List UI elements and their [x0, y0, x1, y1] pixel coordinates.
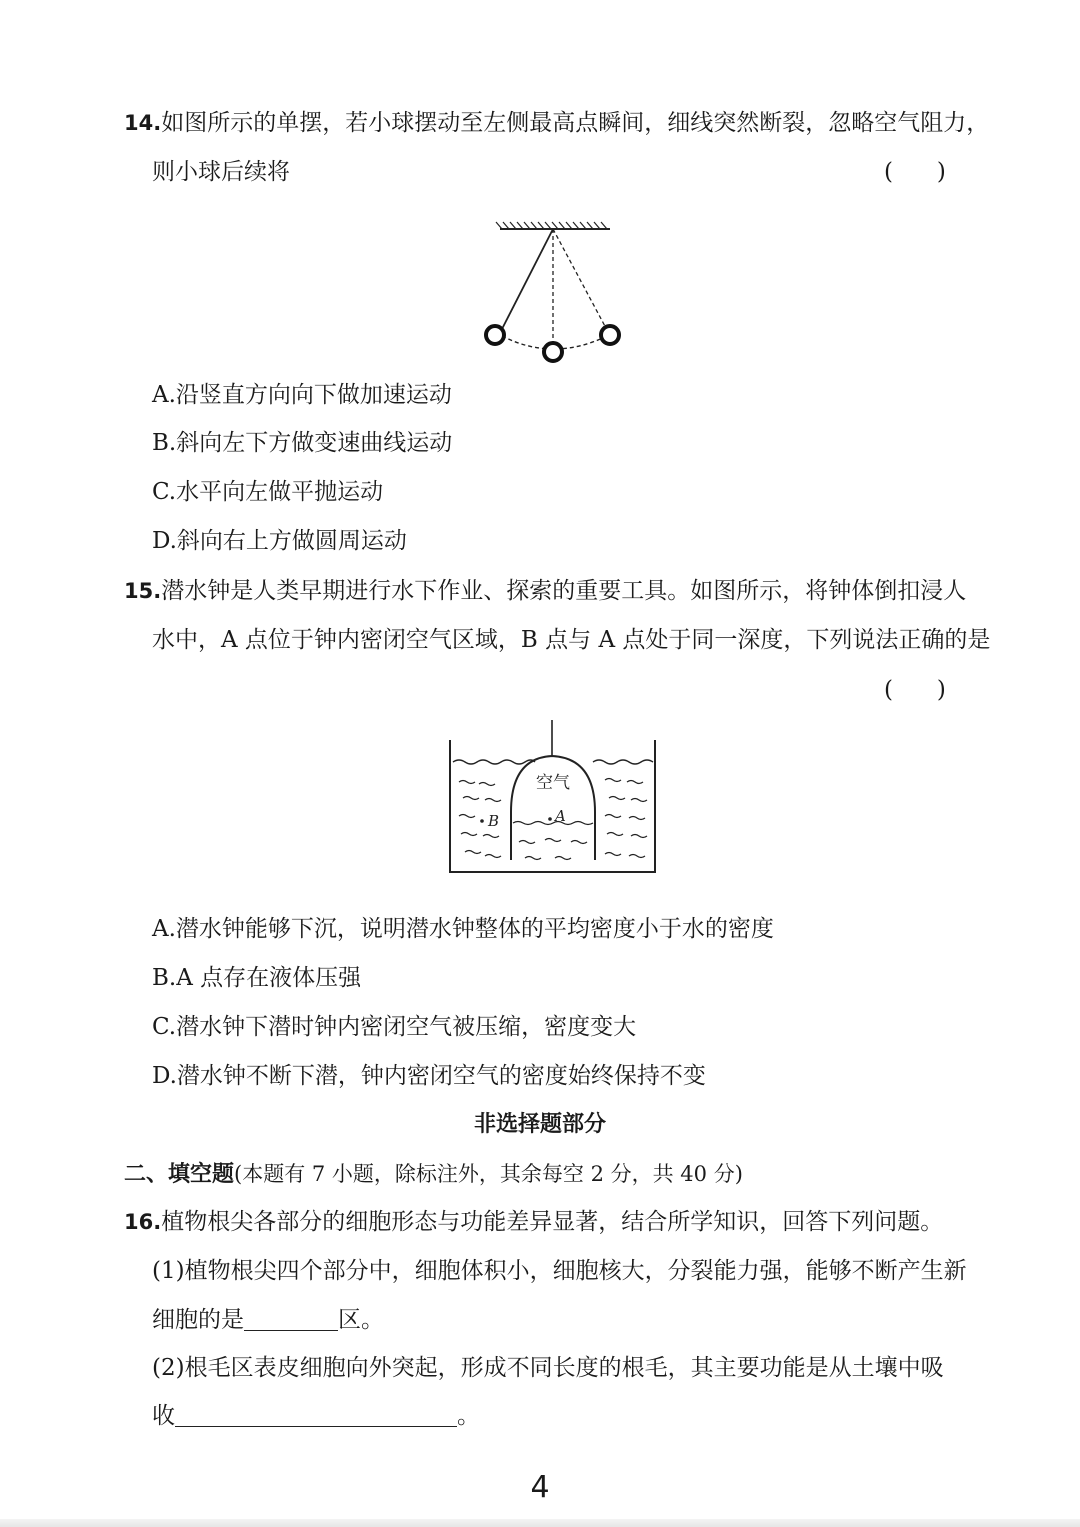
air-label: 空气	[536, 773, 570, 793]
q16-stem: 16.植物根尖各部分的细胞形态与功能差异显著，结合所学知识，回答下列问题。	[124, 1209, 944, 1235]
q14-number: 14.	[124, 111, 162, 135]
part-heading	[124, 1159, 743, 1190]
q14-option-a: A.沿竖直方向向下做加速运动	[152, 382, 452, 408]
q16-sub1-line2: 细胞的是 区。	[152, 1307, 384, 1333]
q16-sub1-answer-blank[interactable]	[244, 1308, 338, 1331]
q15-answer-paren: ( )	[884, 677, 946, 703]
q16-sub1-line1: (1)植物根尖四个部分中，细胞体积小，细胞核大，分裂能力强，能够不断产生新	[152, 1258, 967, 1284]
q15-stem-line1: 15.潜水钟是人类早期进行水下作业、探索的重要工具。如图所示，将钟体倒扣浸人	[124, 578, 967, 604]
q15-option-a: A.潜水钟能够下沉，说明潜水钟整体的平均密度小于水的密度	[152, 916, 774, 942]
q16-number: 16.	[124, 1210, 162, 1234]
q15-option-c: C.潜水钟下潜时钟内密闭空气被压缩，密度变大	[152, 1014, 637, 1040]
q16-sub2-line1: (2)根毛区表皮细胞向外突起，形成不同长度的根毛，其主要功能是从土壤中吸	[152, 1355, 944, 1381]
part-note: (本题有 7 小题，除标注外，其余每空 2 分，共 40 分)	[234, 1162, 743, 1186]
diving-bell-figure	[445, 720, 660, 880]
q14-option-c: C.水平向左做平抛运动	[152, 479, 384, 505]
point-a-label: A	[555, 807, 566, 825]
q15-option-b: B.A 点存在液体压强	[152, 965, 362, 991]
q14-stem-line2: 则小球后续将	[152, 159, 290, 185]
q14-answer-paren: ( )	[884, 159, 946, 185]
pendulum-figure	[490, 222, 620, 372]
section-title: 非选择题部分	[473, 1112, 606, 1137]
q16-sub2-line2: 收 。	[152, 1403, 480, 1429]
q15-stem-line2: 水中，A 点位于钟内密闭空气区域，B 点与 A 点处于同一深度，下列说法正确的是	[152, 627, 991, 653]
page-bottom-edge	[0, 1519, 1080, 1527]
q15-number: 15.	[124, 579, 162, 603]
q14-stem-line1: 14.如图所示的单摆，若小球摆动至左侧最高点瞬间，细线突然断裂，忽略空气阻力，	[124, 110, 990, 136]
point-b-label: B	[488, 812, 500, 830]
q14-option-d: D.斜向右上方做圆周运动	[152, 528, 407, 554]
q15-option-d: D.潜水钟不断下潜，钟内密闭空气的密度始终保持不变	[152, 1063, 706, 1089]
part-label: 二、填空题	[124, 1162, 235, 1187]
q16-sub2-answer-blank[interactable]	[175, 1404, 457, 1427]
page-number: 4	[530, 1470, 550, 1505]
q14-option-b: B.斜向左下方做变速曲线运动	[152, 430, 453, 456]
